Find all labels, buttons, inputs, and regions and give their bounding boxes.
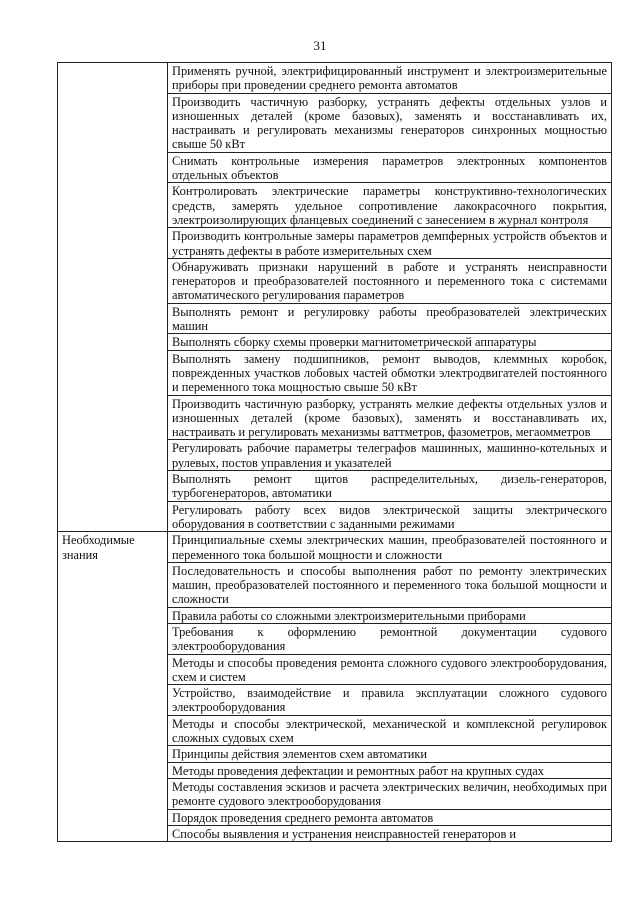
page-number: 31 xyxy=(313,38,327,53)
table-cell-item: Выполнять ремонт и регулировку работы преобразователей электрических машин xyxy=(168,303,612,334)
table-row xyxy=(58,63,612,94)
table-cell-item: Методы и способы электрической, механической и комплексной регулировок сложных судовых схем xyxy=(168,715,612,746)
table-cell-item: Производить контрольные замеры параметров демпферных устройств объектов и устранять дефекты в работе измерительных схем xyxy=(168,228,612,259)
table-cell-item: Методы составления эскизов и расчета электрических величин, необходимых при ремонте судового электрооборудования xyxy=(168,778,612,809)
table-cell-item: Выполнять сборку схемы проверки магнитометрической аппаратуры xyxy=(168,334,612,350)
table-cell-item: Выполнять ремонт щитов распределительных, дизель-генераторов, турбогенераторов, автоматики xyxy=(168,471,612,502)
section-label xyxy=(58,63,168,532)
table-cell-item: Методы проведения дефектации и ремонтных работ на крупных судах xyxy=(168,762,612,778)
table-cell-item: Выполнять замену подшипников, ремонт выводов, клеммных коробок, поврежденных участков лобовых частей обмотки электродвигателей постоянного и переменного тока мощностью свыше 50 кВт xyxy=(168,350,612,395)
table-cell-item: Обнаруживать признаки нарушений в работе и устранять неисправности генераторов и преобразователей постоянного и переменного тока с системами автоматического регулирования параметров xyxy=(168,258,612,303)
table-cell-item: Методы и способы проведения ремонта сложного судового электрооборудования, схем и систем xyxy=(168,654,612,685)
table-cell-item: Контролировать электрические параметры конструктивно-технологических средств, замерять удельное сопротивление лакокрасочного покрытия, электроизолирующих фланцевых соединений с занесением в журнал контроля xyxy=(168,183,612,228)
table-cell-item: Регулировать рабочие параметры телеграфов машинных, машинно-котельных и рулевых, постов управления и указателей xyxy=(168,440,612,471)
table-cell-item: Применять ручной, электрифицированный инструмент и электроизмерительные приборы при проведении среднего ремонта автоматов xyxy=(168,63,612,94)
table-cell-item: Производить частичную разборку, устранять дефекты отдельных узлов и изношенных деталей (кроме базовых), заменять и восстанавливать их, настраивать и регулировать механизмы генераторов синхронных мощностью свыше 50 кВт xyxy=(168,93,612,152)
table-cell-item: Порядок проведения среднего ремонта автоматов xyxy=(168,809,612,825)
table-cell-item: Правила работы со сложными электроизмерительными приборами xyxy=(168,607,612,623)
table-cell-item: Устройство, взаимодействие и правила эксплуатации сложного судового электрооборудования xyxy=(168,685,612,716)
table-cell-item: Последовательность и способы выполнения работ по ремонту электрических машин, преобразователей постоянного и переменного тока большой мощности и сложности xyxy=(168,562,612,607)
table-cell-item: Требования к оформлению ремонтной документации судового электрооборудования xyxy=(168,623,612,654)
table-cell-item: Способы выявления и устранения неисправностей генераторов и xyxy=(168,825,612,841)
table-cell-item: Производить частичную разборку, устранять мелкие дефекты отдельных узлов и изношенных деталей (кроме базовых), заменять и восстанавливать их, настраивать и регулировать механизмы ваттметров, фазометров, мегаомметров xyxy=(168,395,612,440)
table-row xyxy=(58,532,612,563)
section-label: Необходимые знания xyxy=(58,532,168,842)
table-cell-item: Принципы действия элементов схем автоматики xyxy=(168,746,612,762)
table-cell-item: Принципиальные схемы электрических машин, преобразователей постоянного и переменного тока большой мощности и сложности xyxy=(168,532,612,563)
competency-table xyxy=(57,62,612,842)
table-cell-item: Регулировать работу всех видов электрической защиты электрического оборудования в соответствии с заданными режимами xyxy=(168,501,612,532)
table-cell-item: Снимать контрольные измерения параметров электронных компонентов отдельных объектов xyxy=(168,152,612,183)
